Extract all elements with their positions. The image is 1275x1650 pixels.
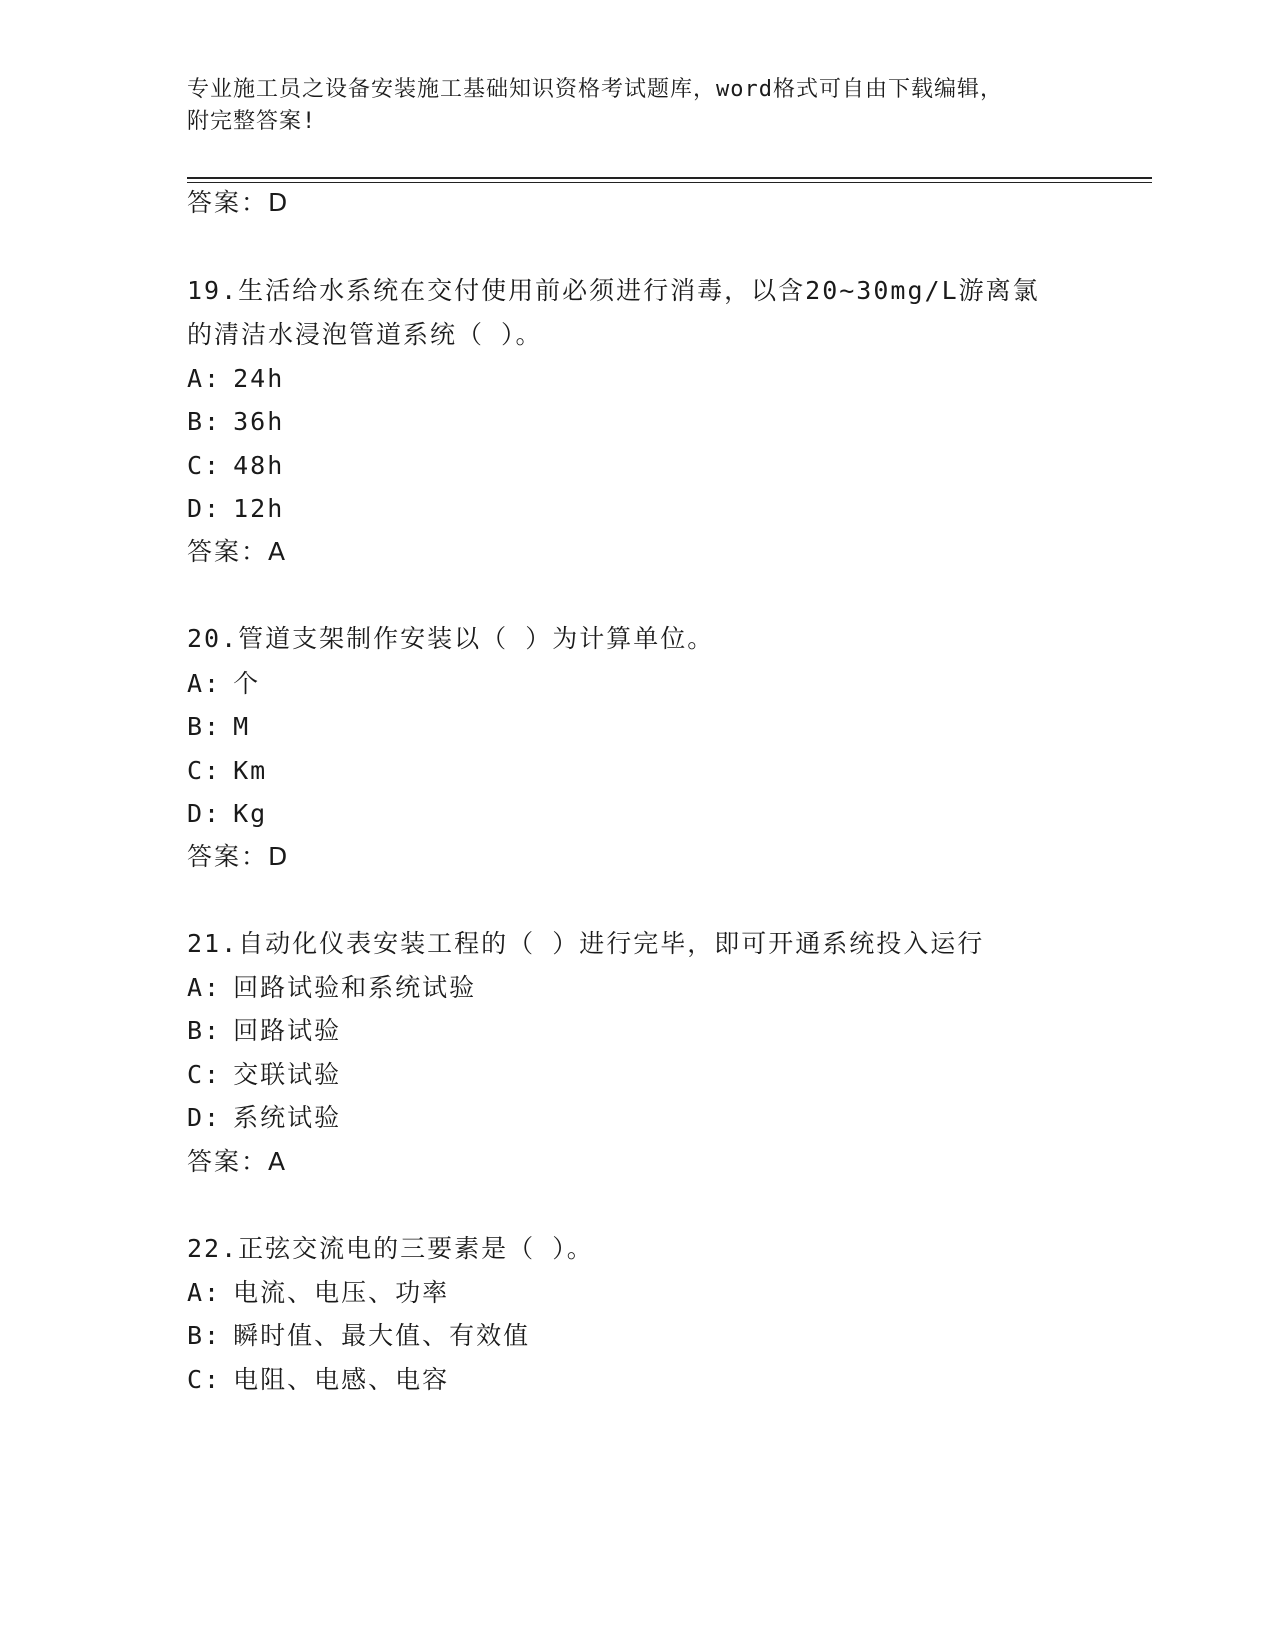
option-letter: B: [187,712,222,741]
question-19-text-line-2: 的清洁水浸泡管道系统（ ）。 [187,320,543,349]
option-letter: B: [187,407,222,436]
option-letter: D: [187,799,222,828]
question-20-text: 20.管道支架制作安装以（ ）为计算单位。 [187,624,715,653]
option-text: 回路试验 [233,1016,342,1045]
question-22-option-b [187,1319,530,1353]
option-letter: C: [187,1365,222,1394]
question-21-option-c [187,1058,341,1092]
option-letter: D: [187,1103,222,1132]
question-19-option-b [187,405,284,439]
header-line-2: 附完整答案! [187,109,317,134]
question-21-option-a [187,971,476,1005]
option-letter: A: [187,1278,222,1307]
question-22-option-a [187,1276,449,1310]
option-letter: B: [187,1016,222,1045]
question-22-text: 22.正弦交流电的三要素是（ ）。 [187,1234,594,1263]
option-letter: C: [187,756,222,785]
option-text: 交联试验 [233,1060,342,1089]
header-divider-thin [187,182,1152,183]
question-19-option-c [187,449,284,483]
option-letter: C: [187,1060,222,1089]
question-20-option-d [187,797,267,831]
header-divider-thick [187,177,1152,179]
option-letter: D: [187,494,222,523]
question-20-option-b [187,710,250,744]
option-text: Km [233,756,268,785]
question-20-option-c [187,754,267,788]
option-letter: B: [187,1321,222,1350]
document-header [187,74,1087,138]
option-letter: A: [187,669,222,698]
question-19-option-a [187,362,284,396]
question-20-option-a [187,667,260,701]
option-text: 36h [233,407,285,436]
question-21-answer: 答案：A [187,1147,288,1176]
question-20-answer: 答案：D [187,842,290,871]
option-text: 个 [233,669,261,698]
option-text: 电流、电压、功率 [233,1278,450,1307]
question-19-text-line-1: 19.生活给水系统在交付使用前必须进行消毒，以含20~30mg/L游离氯 [187,276,1040,305]
header-line-1: 专业施工员之设备安装施工基础知识资格考试题库，word格式可自由下载编辑， [187,77,1003,102]
option-text: M [233,712,251,741]
previous-answer: 答案：D [187,188,290,217]
question-19-answer: 答案：A [187,537,288,566]
option-letter: A: [187,364,222,393]
option-text: 回路试验和系统试验 [233,973,477,1002]
option-text: 48h [233,451,285,480]
option-letter: C: [187,451,222,480]
option-text: 24h [233,364,285,393]
question-19-option-d [187,492,284,526]
option-letter: A: [187,973,222,1002]
option-text: 瞬时值、最大值、有效值 [233,1321,531,1350]
option-text: 电阻、电感、电容 [233,1365,450,1394]
option-text: Kg [233,799,268,828]
option-text: 系统试验 [233,1103,342,1132]
question-21-text: 21.自动化仪表安装工程的（ ）进行完毕，即可开通系统投入运行 [187,929,985,958]
question-21-option-b [187,1014,341,1048]
question-22-option-c [187,1363,449,1397]
option-text: 12h [233,494,285,523]
question-21-option-d [187,1101,341,1135]
